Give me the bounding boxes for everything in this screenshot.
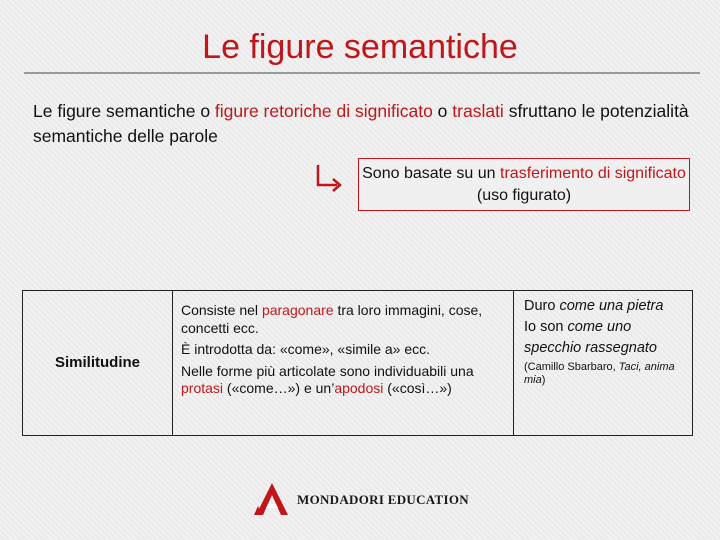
definition-line: È introdotta da: «come», «simile a» ecc. <box>181 341 431 357</box>
logo-text: MONDADORI EDUCATION <box>297 492 469 507</box>
intro-highlight-figure-retoriche: figure retoriche di significato <box>214 101 433 121</box>
intro-paragraph <box>33 99 693 149</box>
example-source: (Camillo Sbarbaro, Taci, anima mia) <box>524 361 675 386</box>
intro-text: Le figure semantiche o <box>33 101 215 121</box>
callout-text: Sono basate su un <box>362 165 501 182</box>
intro-text: sfruttano le potenzialità semantiche delle parole <box>33 101 689 146</box>
example-line: Io son come uno specchio rassegnato <box>524 319 657 356</box>
highlight-apodosi: apodosi <box>334 380 384 396</box>
highlight-paragonare: paragonare <box>261 302 334 318</box>
intro-text: o <box>432 101 453 121</box>
example-cell <box>514 291 693 436</box>
term-cell <box>23 291 173 436</box>
table-row <box>23 291 693 436</box>
mondadori-rose-icon <box>252 482 292 516</box>
callout-box <box>358 158 690 211</box>
title-divider <box>24 72 700 74</box>
intro-highlight-traslati: traslati <box>452 101 504 121</box>
term-label: Similitudine <box>54 354 140 371</box>
callout-highlight: trasferimento di significato <box>500 165 686 182</box>
definition-line: Consiste nel paragonare tra loro immagini, cose, concetti ecc. <box>181 302 483 336</box>
definition-line: Nelle forme più articolate sono individuabili una protasi («come…») e un’apodosi («così…») <box>181 362 474 396</box>
arrow-down-right-icon <box>313 163 343 193</box>
page-title: Le figure semantiche <box>202 28 518 66</box>
publisher-logo <box>252 482 472 516</box>
definition-cell <box>173 291 514 436</box>
callout-text: (uso figurato) <box>476 187 572 204</box>
highlight-protasi: protasi <box>181 380 224 396</box>
example-line: Duro come una pietra <box>524 298 664 314</box>
figure-table <box>22 290 693 436</box>
